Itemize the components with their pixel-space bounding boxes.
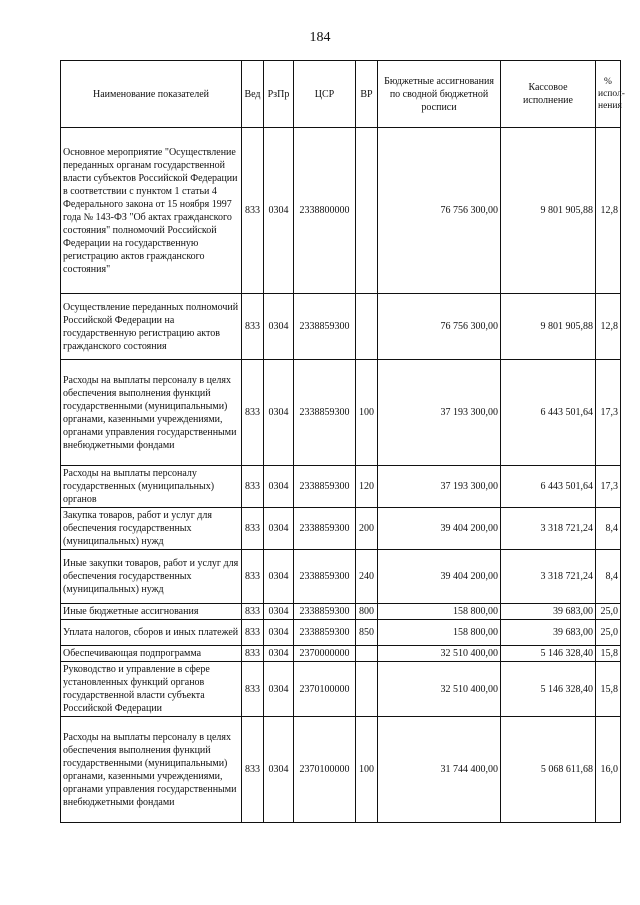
row-plan: 37 193 300,00 [378,360,501,466]
row-pct: 16,0 [596,717,621,823]
row-rzpr: 0304 [264,662,294,717]
row-ved: 833 [242,717,264,823]
row-plan: 32 510 400,00 [378,662,501,717]
row-vr: 100 [356,717,378,823]
table-header-row [61,61,621,128]
row-plan: 158 800,00 [378,620,501,646]
row-plan: 76 756 300,00 [378,294,501,360]
row-csr: 2338859300 [294,550,356,604]
row-plan: 31 744 400,00 [378,717,501,823]
row-name: Осуществление переданных полномочий Российской Федерации на государственную регистрацию актов гражданского состояния [61,294,242,360]
row-name: Иные бюджетные ассигнования [61,604,242,620]
row-rzpr: 0304 [264,550,294,604]
row-vr [356,646,378,662]
row-vr: 200 [356,508,378,550]
row-pct: 12,8 [596,294,621,360]
row-plan: 76 756 300,00 [378,128,501,294]
row-csr: 2338859300 [294,360,356,466]
row-name: Обеспечивающая подпрограмма [61,646,242,662]
row-ved: 833 [242,466,264,508]
table-row [61,508,621,550]
table-row [61,717,621,823]
row-pct: 15,8 [596,646,621,662]
row-vr [356,294,378,360]
header-pct: % испол-нения [596,61,621,128]
row-vr: 240 [356,550,378,604]
row-pct: 25,0 [596,604,621,620]
row-cash: 9 801 905,88 [501,128,596,294]
row-rzpr: 0304 [264,294,294,360]
row-ved: 833 [242,646,264,662]
row-ved: 833 [242,604,264,620]
row-rzpr: 0304 [264,128,294,294]
row-ved: 833 [242,550,264,604]
row-name: Иные закупки товаров, работ и услуг для обеспечения государственных (муниципальных) нужд [61,550,242,604]
row-plan: 37 193 300,00 [378,466,501,508]
row-rzpr: 0304 [264,646,294,662]
row-ved: 833 [242,508,264,550]
header-plan: Бюджетные ассигнования по сводной бюджетной росписи [378,61,501,128]
table-row [61,662,621,717]
header-name: Наименование показателей [61,61,242,128]
row-name: Основное мероприятие "Осуществление переданных органам государственной власти субъектов Российской Федерации в соответствии с пунктом 1 статьи 4 Федерального закона от 15 ноября 1997 года № 143-ФЗ "Об актах гражданского состояния" полномочий Российской Федерации на государственную регистрацию актов гражданского состояния" [61,128,242,294]
row-cash: 39 683,00 [501,604,596,620]
row-pct: 8,4 [596,508,621,550]
row-rzpr: 0304 [264,604,294,620]
row-plan: 158 800,00 [378,604,501,620]
row-rzpr: 0304 [264,360,294,466]
row-pct: 17,3 [596,466,621,508]
row-plan: 39 404 200,00 [378,550,501,604]
header-rzpr: РзПр [264,61,294,128]
row-pct: 8,4 [596,550,621,604]
row-name: Расходы на выплаты персоналу в целях обеспечения выполнения функций государственными (муниципальными) органами, казенными учреждениями, органами управления государственными внебюджетными фондами [61,360,242,466]
row-rzpr: 0304 [264,717,294,823]
row-ved: 833 [242,662,264,717]
row-rzpr: 0304 [264,466,294,508]
row-pct: 25,0 [596,620,621,646]
table-row [61,646,621,662]
row-cash: 3 318 721,24 [501,550,596,604]
row-name: Расходы на выплаты персоналу государственных (муниципальных) органов [61,466,242,508]
row-ved: 833 [242,294,264,360]
row-vr: 800 [356,604,378,620]
row-cash: 5 146 328,40 [501,662,596,717]
budget-table [60,60,625,823]
row-csr: 2338859300 [294,508,356,550]
table-row [61,360,621,466]
row-pct: 15,8 [596,662,621,717]
header-csr: ЦСР [294,61,356,128]
table-row [61,294,621,360]
row-cash: 5 146 328,40 [501,646,596,662]
row-cash: 9 801 905,88 [501,294,596,360]
row-cash: 6 443 501,64 [501,360,596,466]
row-vr: 100 [356,360,378,466]
row-vr: 850 [356,620,378,646]
row-vr [356,128,378,294]
row-csr: 2370100000 [294,662,356,717]
row-cash: 5 068 611,68 [501,717,596,823]
page-number: 184 [309,30,331,45]
row-csr: 2338859300 [294,620,356,646]
row-ved: 833 [242,620,264,646]
table-row [61,466,621,508]
header-cash: Кассовое исполнение [501,61,596,128]
row-name: Уплата налогов, сборов и иных платежей [61,620,242,646]
row-name: Руководство и управление в сфере установленных функций органов государственной власти субъекта Российской Федерации [61,662,242,717]
row-plan: 32 510 400,00 [378,646,501,662]
table-row [61,128,621,294]
row-pct: 12,8 [596,128,621,294]
row-name: Закупка товаров, работ и услуг для обеспечения государственных (муниципальных) нужд [61,508,242,550]
row-plan: 39 404 200,00 [378,508,501,550]
row-rzpr: 0304 [264,508,294,550]
row-vr [356,662,378,717]
row-cash: 39 683,00 [501,620,596,646]
row-name: Расходы на выплаты персоналу в целях обеспечения выполнения функций государственными (муниципальными) органами, казенными учреждениями, органами управления государственными внебюджетными фондами [61,717,242,823]
row-cash: 6 443 501,64 [501,466,596,508]
row-csr: 2338800000 [294,128,356,294]
row-ved: 833 [242,128,264,294]
row-rzpr: 0304 [264,620,294,646]
row-csr: 2370100000 [294,717,356,823]
header-ved: Вед [242,61,264,128]
row-csr: 2370000000 [294,646,356,662]
row-pct: 17,3 [596,360,621,466]
row-csr: 2338859300 [294,294,356,360]
row-cash: 3 318 721,24 [501,508,596,550]
row-vr: 120 [356,466,378,508]
row-ved: 833 [242,360,264,466]
table-row [61,620,621,646]
row-csr: 2338859300 [294,466,356,508]
row-csr: 2338859300 [294,604,356,620]
header-vr: ВР [356,61,378,128]
table-row [61,604,621,620]
table-row [61,550,621,604]
